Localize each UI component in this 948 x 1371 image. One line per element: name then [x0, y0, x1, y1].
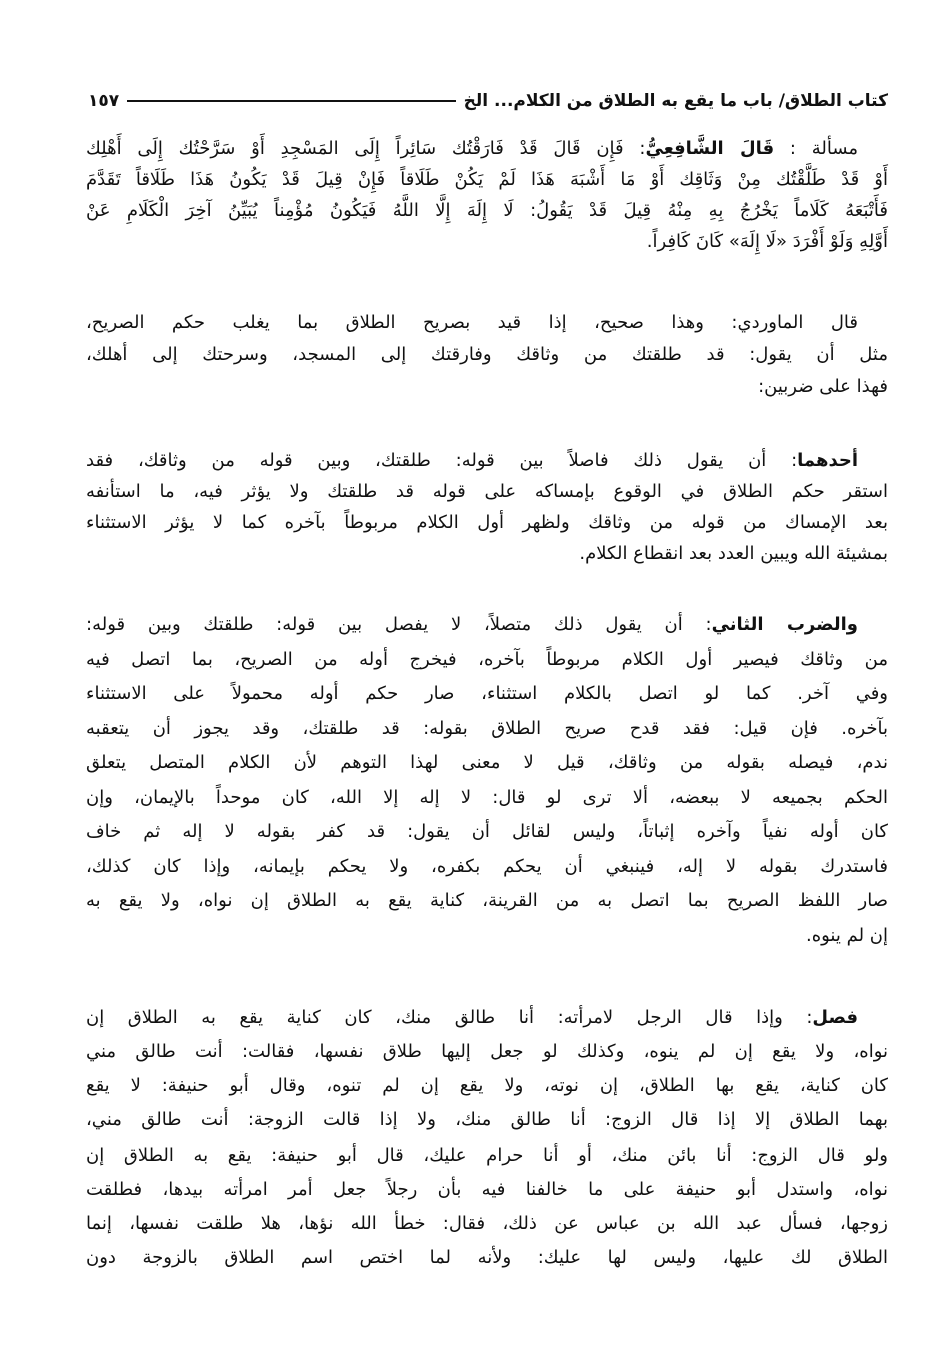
line-text: فهذا على ضربين:	[758, 376, 888, 397]
bold-lead: فصل	[812, 1007, 858, 1028]
text-line	[86, 371, 888, 403]
line-text: كان أوله نفياً وآخره إثباتاً، وليس لقائل أن يقول: قد كفر بقوله لا إله ثم خاف	[86, 821, 888, 842]
line-text: بهما الطلاق إلا إذا قال الزوج: أنا طالق منك، ولا إذا قالت الزوجة: أنت طالق مني،	[86, 1109, 888, 1130]
text-line	[86, 164, 888, 195]
line-text: بآخره. فإن قيل: فقد قدح صريح الطلاق بقوله: قد طلقتك، وقد يجوز أن يتعقبه	[86, 717, 888, 739]
paragraph	[86, 1139, 888, 1275]
line-text: صار اللفظ الصريح بما اتصل به من القرينة، كناية يقع به الطلاق إن نواه، ولا يقع به	[86, 890, 888, 911]
text-line	[86, 919, 888, 954]
text-line	[86, 643, 888, 678]
paragraph	[86, 133, 888, 257]
paragraph	[86, 445, 888, 569]
line-text: نواه، ولا يقع إن لم ينوه، وكذلك لو جعل إليها طلاق نفسها، فقالت: أنت طالق مني	[86, 1041, 888, 1062]
line-text: : أن يقول ذلك فاصلاً بين قوله: طلقتك، وبين قوله من وثاقك، فقد	[86, 450, 798, 471]
line-text: بمشيئة الله ويبين العدد بعد انقطاع الكلام.	[579, 543, 888, 564]
line-text: ندم، فيصله بقوله من وثاقك، قيل لا معنى لهذا التوهم لأن الكلام المتصل يتعلق	[86, 752, 888, 773]
text-line	[86, 1035, 888, 1069]
text-line	[86, 1241, 888, 1275]
line-text: الحكم بجميعه لا ببعضه، ألا ترى لو قال: لا إله إلا الله، كان موحداً بالإيمان، وإن	[86, 786, 888, 808]
paragraph	[86, 608, 888, 953]
text-line	[86, 1103, 888, 1137]
text-line	[86, 746, 888, 781]
text-line	[86, 507, 888, 538]
page-number: ١٥٧	[88, 91, 120, 111]
text-line	[86, 1139, 888, 1173]
text-line	[86, 226, 888, 257]
line-text: وفي آخر. كما لو اتصل بالكلام استثناء، صار حكم أوله محمولاً على الاستثناء	[86, 683, 888, 704]
bold-lead: أحدهما	[797, 450, 858, 471]
running-header	[88, 86, 888, 116]
text-line	[86, 339, 888, 371]
text-line	[86, 781, 888, 816]
text-line	[86, 1207, 888, 1241]
text-line	[86, 1173, 888, 1207]
text-line	[86, 815, 888, 850]
text-line	[86, 1001, 888, 1035]
text-line	[86, 884, 888, 919]
bold-lead: والضرب الثاني	[711, 614, 858, 635]
line-text: أَوْ قَدْ طَلَّقْتُك مِنْ وَثَاقِك أَوْ مَا أَشْبَهَ هَذَا لَمْ يَكُنْ طَلَاقاً فَإِنْ قِيلَ قَدْ يَكُونُ هَذَا طَلَاقاً تَقَدَّمَ	[86, 169, 888, 190]
line-text: مثل أن يقول: قد طلقتك من وثاقك وفارقتك إلى المسجد، وسرحتك إلى أهلك،	[86, 344, 888, 365]
line-text: زوجها، فسأل عبد الله بن عباس عن ذلك، فقال: خطأ الله نؤها، هلا طلقت نفسها، إنما	[86, 1213, 888, 1234]
line-text: : وإذا قال الرجل لامرأته: أنا طالق منك، كان كناية يقع به الطلاق إن	[86, 1007, 813, 1028]
bold-lead: قَالَ الشَّافِعِيُّ	[645, 138, 775, 159]
text-line	[86, 1069, 888, 1103]
line-text: نواه، واستدل أبو حنيفة على ما خالفنا فيه بأن رجلاً جعل أمر امرأته بيدها، فطلقت	[86, 1179, 888, 1200]
text-line	[86, 712, 888, 747]
line-text: استقر حكم الطلاق في الوقوع بإمساكه على قوله قد طلقتك ولا يؤثر فيه، ما استأنفه	[86, 481, 888, 502]
paragraph	[86, 307, 888, 403]
text-line	[86, 677, 888, 712]
line-text: قال الماوردي: وهذا صحيح، إذا قيد بصريح الطلاق بما يغلب حكم الصريح،	[86, 312, 858, 333]
paragraph	[86, 1001, 888, 1137]
line-text: من وثاقك فيصير أول الكلام مربوطاً بآخره، فيخرج أوله من الصريح، بما اتصل فيه	[86, 648, 888, 670]
line-text: كان كناية، يقع بها الطلاق، إن نوته، ولا يقع إن لم تنوه، وقال أبو حنيفة: لا يقع	[86, 1075, 888, 1096]
text-line	[86, 608, 888, 643]
line-text: فاستدرك بقوله لا إله، فينبغي أن يحكم بكفره، ولا يحكم بإيمانه، وإذا كان كذلك،	[86, 855, 888, 877]
text-line	[86, 538, 888, 569]
line-text: أَوَّلِهِ وَلَوْ أَفْرَدَ «لَا إِلَهَ» كَانَ كَافِراً.	[646, 231, 888, 252]
line-text: : فَإِن قَالَ قَدْ فَارَقْتُك سَائِراً إِلَى المَسْجِدِ أَوْ سَرَّحْتُك إِلَى أَهْلِك	[86, 138, 646, 159]
text-line	[86, 476, 888, 507]
line-text: : أن يقول ذلك متصلاً، لا يفصل بين قوله: طلقتك وبين قوله:	[86, 614, 712, 635]
text-line	[86, 307, 888, 339]
text-line	[86, 133, 888, 164]
line-text: الطلاق لك عليها، وليس لها عليك: ولأنه لما اختص اسم الطلاق بالزوجة دون	[86, 1247, 888, 1268]
line-text: إن لم ينوه.	[805, 924, 888, 946]
line-text: ولو قال الزوج: أنا بائن منك، أو أنا حرام عليك، قال أبو حنيفة: يقع به الطلاق إن	[86, 1145, 888, 1166]
header-rule	[127, 100, 456, 102]
line-text: فَأَتْبَعَهُ كَلَاماً يَخْرُجُ بِهِ مِنْهُ قِيلَ قَدْ يَقُولُ: لَا إِلَهَ إِلَّا اللَّهُ فَيَكُونُ مُؤْمِناً يُبَيِّنُ آخِرَ الْكَلَامِ عَنْ	[86, 200, 888, 221]
line-text: بعد الإمساك من قوله من وثاقك ولظهر أول الكلام مربوطاً بآخره كما لا يؤثر الاستثناء	[86, 512, 888, 533]
text-line	[86, 850, 888, 885]
text-line	[86, 195, 888, 226]
issue-label: مسألة :	[774, 138, 859, 159]
text-line	[86, 445, 888, 476]
running-title: كتاب الطلاق/ باب ما يقع به الطلاق من الكلام... الخ	[463, 91, 888, 111]
